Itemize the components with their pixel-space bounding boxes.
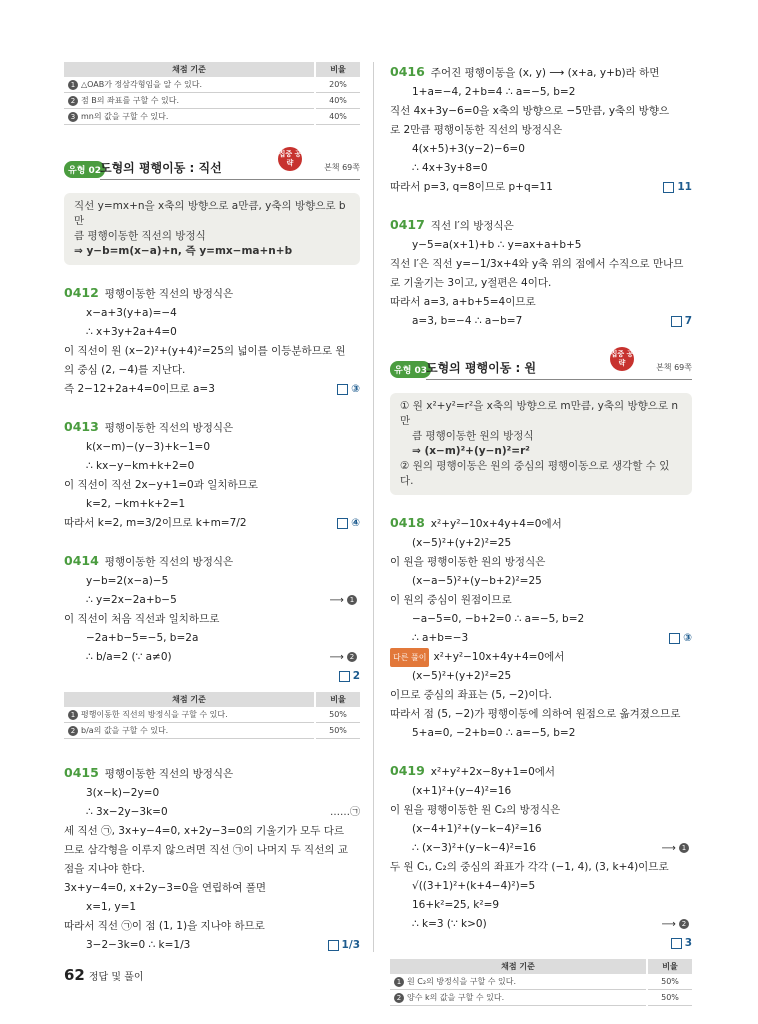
answer: 7 [671, 312, 692, 331]
concept-line: ⇒ y−b=m(x−a)+n, 즉 y=mx−ma+n+b [74, 245, 293, 257]
problem-0417 [390, 215, 692, 331]
problem-0412 [64, 283, 360, 399]
solution-line: ∴ kx−y−km+k+2=0 [86, 460, 195, 472]
solution-line: (x+1)²+(y−4)²=16 [412, 785, 512, 797]
table-row [64, 77, 360, 93]
solution-line: −a−5=0, −b+2=0 ∴ a=−5, b=2 [412, 613, 585, 625]
solution-line: 3−2−3k=0 ∴ k=1/3 [86, 939, 191, 951]
rubric-header-criteria: 채점 기준 [390, 959, 647, 974]
solution-line: √((3+1)²+(k+4−4)²)=5 [412, 880, 536, 892]
problem-number: 0414 [64, 553, 99, 568]
solution-line: 두 원 C₁, C₂의 중심의 좌표가 각각 (−1, 4), (3, k+4)이므로 [390, 861, 669, 873]
concept-box [390, 393, 692, 495]
solution-line: 따라서 a=3, a+b+5=4이므로 [390, 296, 536, 308]
step-number-icon: 1 [68, 710, 78, 720]
concept-line: 큼 평행이동한 직선의 방정식 [74, 230, 206, 242]
rubric-header-criteria: 채점 기준 [64, 692, 315, 707]
section-header-02 [64, 150, 360, 183]
solution-line: 직선 l′의 방정식은 [430, 220, 514, 232]
answer-icon [337, 384, 348, 395]
solution-line: 4(x+5)+3(y−2)−6=0 [412, 143, 525, 155]
rubric-pct: 50% [315, 707, 360, 723]
table-row [390, 974, 692, 990]
solution-line: a=3, b=−4 ∴ a−b=7 [412, 315, 523, 327]
solution-line: 직선 l′은 직선 y=−1/3x+4와 y축 위의 점에서 수직으로 만나므 [390, 258, 684, 270]
rubric-text: b/a의 값을 구할 수 있다. [81, 726, 169, 735]
solution-line: (x−a−5)²+(y−b+2)²=25 [412, 575, 542, 587]
rubric-table-0419 [390, 959, 692, 1006]
concept-line: ① 원 x²+y²=r²을 x축의 방향으로 m만큼, y축의 방향으로 n만 [400, 400, 679, 427]
step-marker-icon: 2 [679, 919, 689, 929]
problem-number: 0416 [390, 64, 425, 79]
solution-line: 따라서 점 (5, −2)가 평행이동에 의하여 원점으로 옮겨졌으므로 [390, 708, 681, 720]
solution-line: 1+a=−4, 2+b=4 ∴ a=−5, b=2 [412, 86, 576, 98]
table-row [64, 707, 360, 723]
solution-line: x²+y²+2x−8y+1=0에서 [430, 766, 556, 778]
solution-line: 즉 2−12+2a+4=0이므로 a=3 [64, 383, 215, 395]
problem-0416 [390, 62, 692, 197]
solution-line: 세 직선 ㉠, 3x+y−4=0, x+2y−3=0의 기울기가 모두 다르 [64, 825, 344, 837]
solution-line: ∴ y=2x−2a+b−5 [86, 594, 177, 606]
solution-line: 이 원을 평행이동한 원 C₂의 방정식은 [390, 804, 561, 816]
solution-line: 점을 지나야 한다. [64, 863, 146, 875]
answer-icon [663, 182, 674, 193]
rubric-pct: 50% [315, 723, 360, 739]
answer-icon [669, 633, 680, 644]
answer-icon [671, 938, 682, 949]
problem-0418 [390, 513, 692, 743]
solution-line: ∴ 4x+3y+8=0 [412, 162, 488, 174]
solution-line: 므로 삼각형을 이루지 않으려면 직선 ㉠이 나머지 두 직선의 교 [64, 844, 348, 856]
rubric-text: 평행이동한 직선의 방정식을 구할 수 있다. [81, 710, 228, 719]
problem-number: 0419 [390, 763, 425, 778]
rubric-header-ratio: 비율 [647, 959, 692, 974]
solution-line: 16+k²=25, k²=9 [412, 899, 500, 911]
rubric-table-0414 [64, 692, 360, 739]
answer-icon [328, 940, 339, 951]
solution-line: (x−5)²+(y+2)²=25 [412, 537, 512, 549]
section-header-03 [390, 350, 692, 383]
solution-line: 평행이동한 직선의 방정식은 [104, 768, 234, 780]
rubric-pct: 40% [315, 109, 360, 125]
solution-line: 이 원을 평행이동한 원의 방정식은 [390, 556, 546, 568]
step-marker-icon: 2 [347, 652, 357, 662]
solution-line: 로 2만큼 평행이동한 직선의 방정식은 [390, 124, 563, 136]
solution-line: 이므로 중심의 좌표는 (5, −2)이다. [390, 689, 552, 701]
solution-line: x²+y²−10x+4y+4=0에서 [433, 651, 565, 663]
answer-icon [337, 518, 348, 529]
solution-line: 의 중심 (2, −4)를 지난다. [64, 364, 186, 376]
problem-number: 0418 [390, 515, 425, 530]
solution-line: 평행이동한 직선의 방정식은 [104, 422, 234, 434]
solution-line: 이 직선이 처음 직선과 일치하므로 [64, 613, 220, 625]
solution-line: 이 직선이 원 (x−2)²+(y+4)²=25의 넓이를 이등분하므로 원 [64, 345, 346, 357]
answer-icon [671, 316, 682, 327]
step-number-icon: 1 [394, 977, 404, 987]
solution-line: ∴ (x−3)²+(y−k−4)²=16 [412, 842, 537, 854]
solution-line: 이 원의 중심이 원점이므로 [390, 594, 512, 606]
concept-line: ⇒ (x−m)²+(y−n)²=r² [412, 445, 530, 457]
solution-line: 3(x−k)−2y=0 [86, 787, 160, 799]
table-row [390, 990, 692, 1006]
solution-line: 따라서 k=2, m=3/2이므로 k+m=7/2 [64, 517, 247, 529]
solution-line: −2a+b−5=−5, b=2a [86, 632, 199, 644]
solution-line: (x−4+1)²+(y−k−4)²=16 [412, 823, 542, 835]
page-reference: 본책 69쪽 [656, 363, 692, 372]
problem-number: 0413 [64, 419, 99, 434]
solution-line: 평행이동한 직선의 방정식은 [104, 288, 234, 300]
answer-icon [339, 671, 350, 682]
problem-0419: 0419 x²+y²+2x−8y+1=0에서 (x+1)²+(y−4)²=16 이 원을 평행이동한 원 C₂의 방정식은 (x−4+1)²+(y−k−4)²=16 ∴ (x−3)²+(y−k−4)²=16 ⟶ 1 두 원 C₁, C₂의 중심의 좌표가 각각 (−1, 4), (3, k+4)이므로 √((3+1)²+(k+4−4)²)=5 16+k²=25, k²=9 ∴ k=3 (∵ k>0) ⟶ 2 3 [390, 763, 692, 949]
solution-line: k=2, −km+k+2=1 [86, 498, 186, 510]
solution-line: 따라서 직선 ㉠이 점 (1, 1)을 지나야 하므로 [64, 920, 265, 932]
concept-box [64, 193, 360, 265]
step-marker-icon: 1 [347, 595, 357, 605]
equation-mark: ……㉠ [330, 807, 360, 818]
solution-line: ∴ a+b=−3 [412, 632, 469, 644]
problem-0414: 0414 평행이동한 직선의 방정식은 y−b=2(x−a)−5 ∴ y=2x−2a+b−5 ⟶ 1 이 직선이 처음 직선과 일치하므로 −2a+b−5=−5, b=2a ∴ b/a=2 (∵ a≠0) ⟶ 2 2 [64, 553, 360, 682]
step-number-icon: 2 [68, 96, 78, 106]
table-row [64, 93, 360, 109]
step-number-icon: 3 [68, 112, 78, 122]
table-row [64, 723, 360, 739]
step-number-icon: 2 [394, 993, 404, 1003]
rubric-text: △OAB가 정삼각형임을 알 수 있다. [81, 80, 202, 89]
solution-line: x−a+3(y+a)=−4 [86, 307, 177, 319]
problem-number: 0417 [390, 217, 425, 232]
page-footer [64, 966, 144, 984]
step-marker-icon: 1 [679, 843, 689, 853]
focus-badge: 집중 공략 [278, 147, 302, 171]
solution-line: x²+y²−10x+4y+4=0에서 [430, 518, 562, 530]
solution-line: (x−5)²+(y+2)²=25 [412, 670, 512, 682]
solution-line: 이 직선이 직선 2x−y+1=0과 일치하므로 [64, 479, 258, 491]
step-number-icon: 1 [68, 80, 78, 90]
column-divider [373, 62, 374, 952]
focus-badge: 집중 공략 [610, 347, 634, 371]
rubric-text: 양수 k의 값을 구할 수 있다. [407, 993, 505, 1002]
answer: 11 [663, 178, 692, 197]
solution-line: 로 기울기는 3이고, y절편은 4이다. [390, 277, 552, 289]
page-number: 62 [64, 966, 85, 984]
solution-line: 3x+y−4=0, x+2y−3=0을 연립하여 풀면 [64, 882, 267, 894]
answer: 1/3 [328, 936, 360, 955]
answer: ③ [337, 380, 360, 399]
section-title: 도형의 평행이동 : 직선 [100, 157, 360, 180]
section-tag: 유형 03 [390, 361, 431, 378]
rubric-pct: 40% [315, 93, 360, 109]
solution-line: 5+a=0, −2+b=0 ∴ a=−5, b=2 [412, 727, 576, 739]
rubric-text: 점 B의 좌표를 구할 수 있다. [81, 96, 180, 105]
rubric-header-ratio: 비율 [315, 62, 360, 77]
solution-line: k(x−m)−(y−3)+k−1=0 [86, 441, 211, 453]
right-column [390, 62, 692, 1006]
solution-line: ∴ b/a=2 (∵ a≠0) [86, 651, 172, 663]
rubric-pct: 20% [315, 77, 360, 93]
solution-line: 주어진 평행이동을 (x, y) ⟶ (x+a, y+b)라 하면 [430, 67, 660, 79]
answer: ④ [337, 514, 360, 533]
section-title: 도형의 평행이동 : 원 [426, 357, 692, 380]
solution-line: ∴ 3x−2y−3k=0 [86, 806, 168, 818]
concept-line: ② 원의 평행이동은 원의 중심의 평행이동으로 생각할 수 있다. [400, 460, 670, 487]
rubric-table-top [64, 62, 360, 125]
answer: 3 [671, 937, 692, 949]
solution-line: y−5=a(x+1)+b ∴ y=ax+a+b+5 [412, 239, 582, 251]
rubric-text: mn의 값을 구할 수 있다. [81, 112, 169, 121]
problem-0413 [64, 417, 360, 533]
solution-line: 따라서 p=3, q=8이므로 p+q=11 [390, 181, 553, 193]
rubric-text: 원 C₂의 방정식을 구할 수 있다. [407, 977, 517, 986]
section-tag: 유형 02 [64, 161, 105, 178]
problem-0415 [64, 763, 360, 955]
problem-number: 0415 [64, 765, 99, 780]
alt-solution-label: 다른 풀이 [390, 648, 429, 667]
concept-line: 큼 평행이동한 원의 방정식 [412, 430, 534, 442]
rubric-pct: 50% [647, 974, 692, 990]
answer: 2 [339, 670, 360, 682]
table-row [64, 109, 360, 125]
left-column [64, 62, 360, 955]
concept-line: 직선 y=mx+n을 x축의 방향으로 a만큼, y축의 방향으로 b만 [74, 200, 346, 227]
step-number-icon: 2 [68, 726, 78, 736]
rubric-pct: 50% [647, 990, 692, 1006]
solution-line: 평행이동한 직선의 방정식은 [104, 556, 234, 568]
solution-line: ∴ x+3y+2a+4=0 [86, 326, 177, 338]
solution-line: ∴ k=3 (∵ k>0) [412, 918, 487, 930]
page-reference: 본책 69쪽 [324, 163, 360, 172]
rubric-header-criteria: 채점 기준 [64, 62, 315, 77]
answer: ③ [669, 629, 692, 648]
solution-line: y−b=2(x−a)−5 [86, 575, 169, 587]
problem-number: 0412 [64, 285, 99, 300]
solution-line: 직선 4x+3y−6=0을 x축의 방향으로 −5만큼, y축의 방향으 [390, 105, 670, 117]
solution-line: x=1, y=1 [86, 901, 137, 913]
rubric-header-ratio: 비율 [315, 692, 360, 707]
footer-label: 정답 및 풀이 [88, 972, 144, 983]
